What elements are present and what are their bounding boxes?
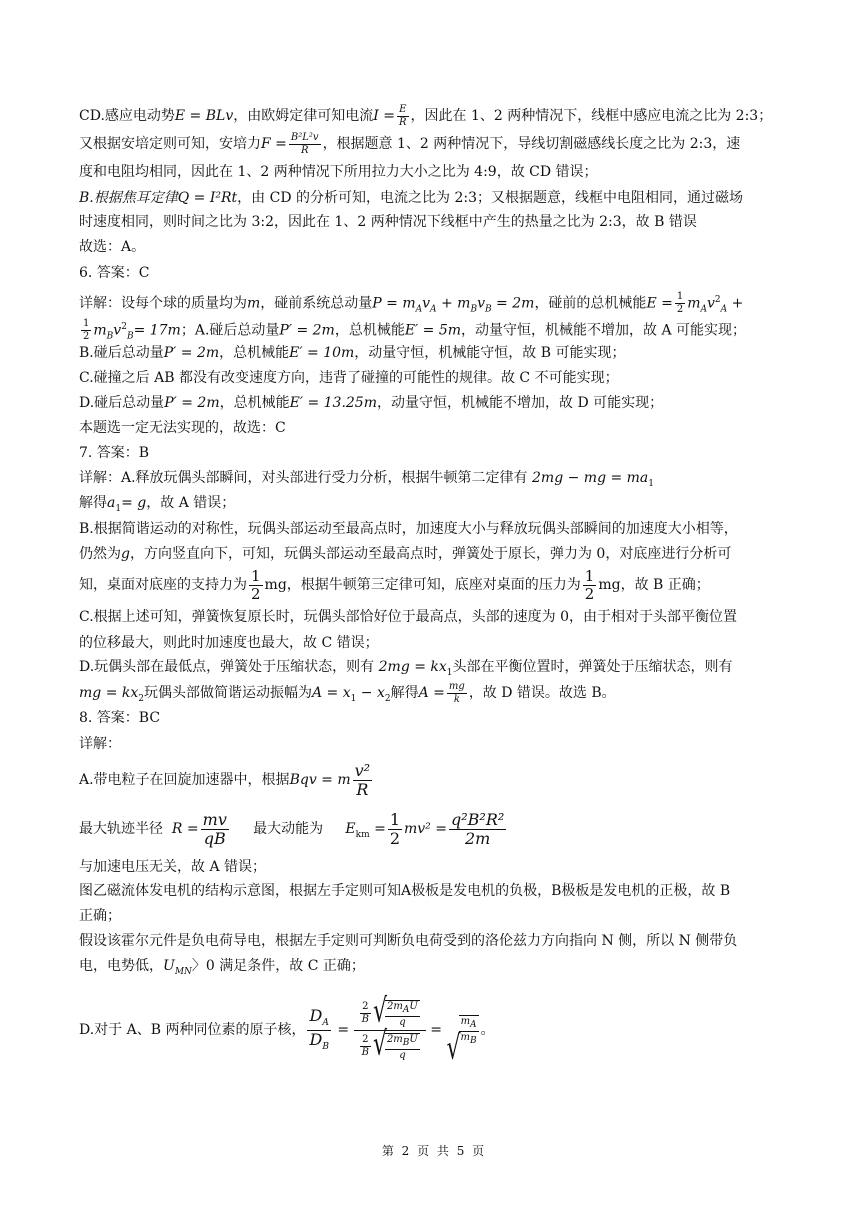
text: 详解：设每个球的质量均为	[79, 295, 247, 312]
fraction-ma-over-mb	[459, 1015, 479, 1046]
sub-a: A	[402, 1004, 410, 1015]
formula-p-after: P′ = 2m	[164, 395, 220, 411]
ratio-denominator	[354, 1031, 426, 1063]
para-cd-line2	[79, 129, 794, 159]
var-d: D	[309, 1006, 323, 1026]
sub-a: A	[720, 304, 728, 314]
sub-a: A	[700, 304, 707, 314]
var-v: v	[477, 295, 485, 312]
sub-1: 1	[446, 667, 453, 678]
formula-radius: R =	[171, 821, 199, 837]
text: CD.感应电动势	[79, 108, 175, 124]
q8-line-a1	[79, 758, 794, 802]
formula-minus-x2: − x	[356, 685, 385, 701]
unit-mg: mg	[598, 577, 621, 593]
text: 仍然为	[79, 546, 121, 562]
sub-1: 1	[648, 478, 655, 489]
text: 头部在平衡位置时，弹簧处于压缩状态，则有	[452, 659, 733, 675]
text: ，总机械能	[219, 345, 290, 361]
q7-line3: B.根据简谐运动的对称性，玩偶头部运动至最高点时，加速度大小与释放玩偶头部瞬间的加速度大小相等，	[79, 521, 738, 537]
formula-joule: Q = I²Rt	[177, 190, 238, 206]
sub-b: B	[126, 331, 134, 341]
sub-b: B	[322, 1041, 329, 1052]
fraction-half	[249, 569, 263, 602]
formula-ek-mid: mv² =	[404, 821, 447, 837]
text: ，动量守恒，机械能不增加，故 A 可能实现；	[461, 322, 747, 339]
text: 最大轨迹半径	[79, 821, 163, 837]
formula-force: F =	[261, 136, 287, 152]
sub-b: B	[402, 1037, 410, 1048]
formula-energy: E =	[646, 295, 673, 312]
q8-line-c1: 假设该霍尔元件是负电荷导电，根据左手定则可判断负电荷受到的洛伦兹力方向指向 N 侧，所以 N 侧带负	[79, 933, 738, 949]
text: 。	[480, 1022, 495, 1038]
formula-current: I =	[373, 108, 395, 124]
q8-answer: 8. 答案：BC	[79, 710, 161, 726]
text: A.带电粒子在回旋加速器中，根据	[79, 772, 290, 788]
text: ，总机械能	[219, 395, 290, 411]
var-m: m	[687, 295, 701, 312]
q8-line-c2	[79, 954, 794, 979]
formula-momentum: P = m	[372, 295, 416, 312]
formula-lorentz: Bqv = m	[289, 772, 351, 788]
frac-den: B	[361, 1014, 369, 1025]
formula-emf: E = BLv	[174, 108, 234, 124]
unit-mg: mg	[264, 577, 287, 593]
text: 电，电势低，	[79, 958, 163, 974]
page-footer: 第 2 页 共 5 页	[381, 1144, 487, 1158]
q7-line2	[79, 491, 794, 516]
q7-line1	[79, 466, 794, 491]
q8-line-a3: 与加速电压无关，故 A 错误；	[79, 859, 267, 875]
text: ，方向竖直向下，可知，玩偶头部运动至最高点时，弹簧处于原长，弹力为 0，对底座进行分析可	[129, 546, 732, 562]
text: 解得	[79, 495, 107, 511]
frac-den: k	[453, 693, 460, 705]
var-u: U	[409, 1000, 418, 1012]
text: B.根据焦耳定律	[79, 190, 178, 206]
frac-den: 2	[251, 584, 261, 603]
q6-line4: C.碰撞之后 AB 都没有改变速度方向，违背了碰撞的可能性的规律。故 C 不可能实现；	[79, 370, 619, 386]
frac-den: B	[361, 1047, 369, 1058]
sqrt-ma-over-mb	[447, 983, 481, 1077]
fraction-radius-ratio	[354, 998, 426, 1063]
q7-line9	[79, 680, 794, 706]
frac-num: mg	[448, 680, 465, 692]
frac-num	[307, 1008, 330, 1030]
frac-num: 1	[676, 291, 684, 303]
frac-num: 2	[360, 1002, 371, 1014]
var-a: a	[107, 495, 116, 511]
text: 玩偶头部做简谐运动振幅为	[143, 685, 312, 701]
sub-km: km	[355, 829, 370, 840]
var-m: m	[247, 295, 261, 312]
text: ，碰前系统总动量	[260, 295, 373, 312]
fraction-half	[388, 809, 402, 848]
formula-a-eq-g: = g	[121, 495, 147, 511]
sub-a: A	[322, 1018, 329, 1029]
var-v2: v	[113, 322, 122, 339]
para-cd-line1	[79, 103, 794, 129]
sub-2: 2	[384, 693, 391, 704]
formula-e-after: E′ = 5m	[404, 322, 462, 339]
var-ek: E	[345, 821, 356, 837]
sub-b: B	[470, 304, 478, 314]
frac-den: R	[356, 779, 369, 799]
ratio-numerator	[354, 998, 426, 1031]
frac-num	[459, 1017, 479, 1032]
sup-2: 2	[714, 295, 721, 305]
frac-den: 2	[676, 304, 684, 314]
var-u: U	[409, 1033, 418, 1045]
var-2m: 2m	[386, 1033, 403, 1045]
sup-2: 2	[121, 322, 127, 332]
var-2m: 2m	[387, 1000, 403, 1012]
formula-eq: =	[369, 821, 386, 837]
frac-num: 2	[360, 1035, 371, 1047]
frac-num: mv	[202, 809, 227, 829]
fraction-half	[583, 569, 597, 602]
q7-line6: C.根据上述可知，弹簧恢复原长时，玩偶头部恰好位于最高点，头部的速度为 0，由于相对于头部平衡位置	[79, 609, 738, 625]
sub-2: 2	[138, 693, 144, 704]
formula-plus: + m	[436, 295, 471, 312]
fraction-e-over-r	[397, 105, 409, 128]
var-m: m	[460, 1031, 470, 1043]
frac-den: q	[399, 1016, 406, 1028]
frac-num: E	[397, 105, 409, 117]
formula-kx2: mg = kx	[79, 685, 139, 701]
formula-amplitude-result: A =	[418, 685, 445, 701]
frac-num: 1	[83, 318, 90, 330]
fraction-v2-over-r	[353, 760, 372, 799]
frac-num: B²L²v	[290, 131, 319, 143]
text: ，故 A 错误；	[146, 495, 236, 511]
q7-line7: 的位移最大，则此时加速度也最大，故 C 错误；	[79, 635, 379, 651]
frac-num	[385, 1035, 420, 1050]
frac-den: q	[399, 1049, 406, 1061]
text: 〉0 满足条件，故 C 正确；	[191, 958, 365, 974]
text: ，总机械能	[334, 322, 405, 339]
fraction-da-over-db	[307, 1008, 330, 1051]
text: 最大动能为	[253, 821, 324, 837]
var-m: m	[93, 322, 107, 339]
solution-text	[79, 103, 794, 1077]
q6-answer: 6. 答案：C	[79, 265, 150, 281]
text: ，因此在 1、2 两种情况下，线框中感应电流之比为 2:3；	[410, 108, 773, 124]
q8-line-a2	[79, 802, 794, 856]
q6-line6: 本题选一定无法实现的，故选：C	[79, 420, 286, 436]
text: ，故 D 错误。故选 B。	[468, 685, 616, 701]
text: D.对于 A、B 两种同位素的原子核，	[79, 1022, 306, 1038]
fraction-2-over-b	[360, 1035, 371, 1058]
text: 知，桌面对底座的支持力为	[79, 577, 247, 593]
q8-detail-label: 详解：	[79, 736, 121, 752]
q7-line4	[79, 542, 794, 567]
sub-a: A	[470, 1019, 477, 1030]
sqrt-2mbu-over-q	[373, 1033, 422, 1061]
sub-a: A	[430, 304, 437, 314]
formula-eq: =	[425, 1022, 447, 1038]
q6-line3	[79, 341, 794, 366]
frac-num: v²	[354, 760, 371, 780]
frac-num	[385, 1002, 420, 1017]
var-u: U	[163, 958, 175, 974]
text: ，由 CD 的分析可知，电流之比为 2:3；又根据题意，线框中电阻相同，通过磁场	[237, 190, 743, 206]
formula-17m: = 17m	[133, 322, 181, 339]
text: 详解：A.释放玩偶头部瞬间，对头部进行受力分析，根据牛顿第二定律有	[79, 470, 528, 486]
frac-num: q²B²R²	[450, 809, 505, 829]
formula-e-after: E′ = 10m	[289, 345, 355, 361]
fraction-2mbu-over-q	[385, 1033, 420, 1061]
fraction-mv-over-qb	[201, 809, 229, 848]
frac-den: R	[398, 116, 407, 128]
q6-line1	[79, 286, 794, 314]
answer-select-5: 故选：A。	[79, 239, 146, 255]
para-cd-line3: 度和电阻均相同，因此在 1、2 两种情况下所用拉力大小之比为 4:9，故 CD 错误；	[79, 164, 598, 180]
var-m: m	[460, 1015, 471, 1027]
text: B.碰后总动量	[79, 345, 164, 361]
frac-den: 2m	[464, 828, 491, 848]
text: D.碰后总动量	[79, 395, 165, 411]
frac-num: 1	[389, 809, 400, 829]
sub-b: B	[469, 1035, 477, 1046]
formula-plus: +	[727, 295, 744, 312]
text: D.玩偶头部在最低点，弹簧处于压缩状态，则有	[79, 659, 375, 675]
text: 解得	[390, 685, 419, 701]
sub-mn: MN	[174, 966, 192, 977]
q8-line-b1: 图乙磁流体发电机的结构示意图，根据左手定则可知A极板是发电机的负极，B极板是发电机的正极，故 B	[79, 883, 731, 899]
q7-line5	[79, 567, 794, 604]
text: ，故 B 正确；	[620, 577, 710, 593]
formula-p-after: P′ = 2m	[163, 345, 220, 361]
frac-den: 2	[83, 331, 90, 341]
text: ，由欧姆定律可知电流	[233, 108, 374, 124]
var-v: v	[422, 295, 431, 312]
fraction-mg-over-k	[447, 682, 467, 705]
frac-den	[459, 1032, 479, 1046]
formula-p-after: P′ = 2m	[279, 322, 335, 339]
text: ，碰前的总机械能	[534, 295, 647, 312]
var-d: D	[309, 1029, 323, 1049]
q6-line2	[79, 314, 794, 341]
frac-den	[307, 1031, 330, 1052]
frac-den: 2	[389, 828, 400, 848]
para-b-line1	[79, 186, 794, 211]
formula-kx1: 2mg = kx	[378, 659, 447, 675]
sub-1: 1	[350, 693, 357, 704]
frac-den: 2	[584, 584, 595, 603]
sub-a: A	[415, 304, 423, 314]
q8-line-b2: 正确；	[79, 908, 121, 924]
sub-b: B	[106, 331, 114, 341]
formula-eq: = 2m	[491, 295, 535, 312]
text: ，根据题意 1、2 两种情况下，导线切割磁感线长度之比为 2:3，速	[322, 136, 741, 152]
q7-answer: 7. 答案：B	[79, 445, 150, 461]
text: ，动量守恒，机械能守恒，故 B 可能实现；	[354, 345, 626, 361]
fraction-force	[289, 133, 321, 156]
fraction-2-over-b	[360, 1002, 371, 1025]
fraction-ek	[449, 809, 506, 848]
frac-num: 1	[584, 567, 595, 585]
text: ；A.碰后总动量	[180, 322, 280, 339]
var-g: g	[121, 546, 130, 562]
frac-num: 1	[251, 567, 261, 585]
sub-b: B	[484, 304, 492, 314]
sub-1: 1	[115, 503, 122, 514]
text: ，动量守恒，机械能不增加，故 D 可能实现；	[377, 395, 664, 411]
fraction-2mau-over-q	[385, 1000, 420, 1028]
text: 又根据安培定则可知，安培力	[79, 136, 261, 152]
formula-e-after: E′ = 13.25m	[289, 395, 377, 411]
formula-amplitude: A = x	[311, 685, 351, 701]
formula-newton: 2mg − mg = ma	[532, 470, 649, 486]
q7-line8	[79, 655, 794, 680]
q8-line-d	[79, 983, 794, 1077]
text: ，根据牛顿第三定律可知，底座对桌面的压力为	[286, 577, 581, 593]
var-v2: v	[707, 295, 715, 312]
fraction-half	[81, 319, 91, 341]
fraction-half	[675, 292, 685, 314]
q6-line5	[79, 391, 794, 416]
sqrt-2mau-over-q	[373, 1000, 422, 1028]
formula-eq: =	[332, 1022, 354, 1038]
frac-den: qB	[203, 828, 226, 848]
para-b-line2: 时速度相同，则时间之比为 3:2，因此在 1、2 两种情况下线框中产生的热量之比为 2:3，故 B 错误	[79, 214, 697, 230]
frac-den: R	[300, 144, 309, 156]
